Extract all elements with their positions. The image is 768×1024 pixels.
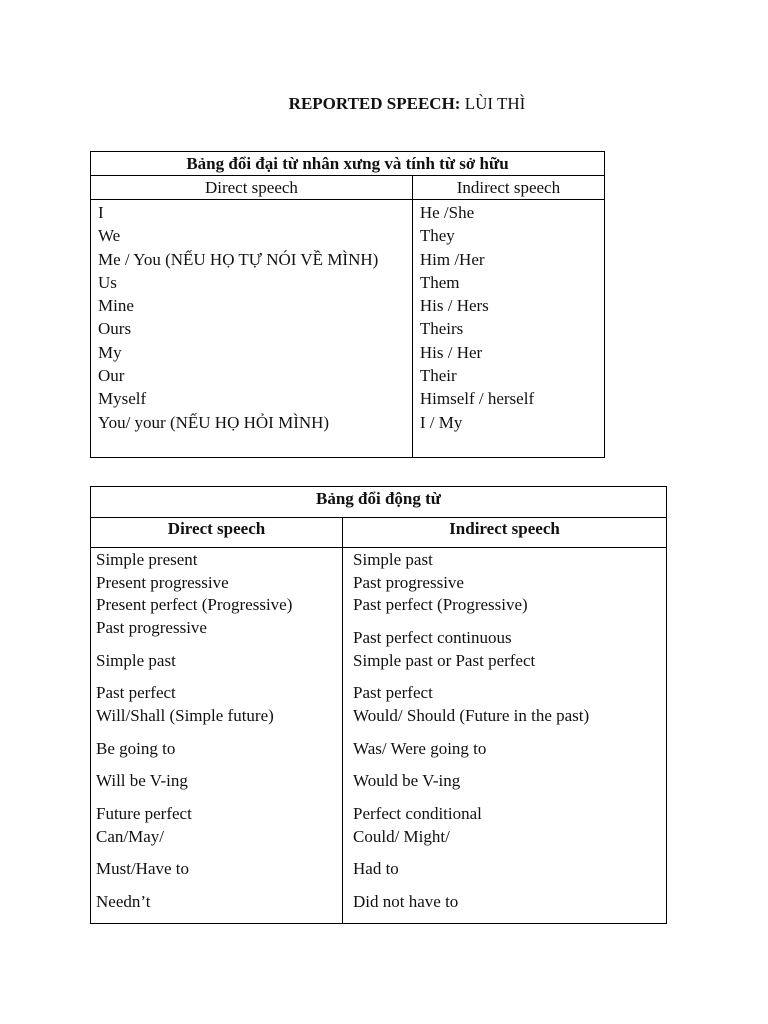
list-item: Mine [98, 296, 134, 316]
list-item: Would/ Should (Future in the past) [353, 706, 590, 725]
list-item: Simple past [96, 651, 176, 670]
list-item: Future perfect [96, 804, 192, 823]
list-item: I [98, 203, 104, 222]
list-item: He /She [419, 203, 475, 222]
verb-table-caption: Bảng đổi động từ [91, 487, 667, 518]
list-item: Had to [353, 859, 399, 878]
list-item: Simple present [96, 550, 198, 569]
list-item: Us [98, 272, 117, 292]
list-item: Him /Her [419, 249, 485, 269]
pronoun-table-caption: Bảng đổi đại từ nhân xưng và tính từ sở hữu [91, 152, 605, 176]
list-item: My [98, 342, 122, 362]
list-item: Past progressive [96, 618, 207, 637]
pronoun-header-indirect: Indirect speech [412, 176, 604, 200]
list-item: Will be V-ing [96, 771, 188, 790]
list-item: You/ your (NẾU HỌ HỎI MÌNH) [98, 412, 330, 432]
list-item: Ours [98, 319, 132, 339]
list-item: Past perfect continuous [353, 628, 512, 647]
list-item: Their [419, 366, 457, 386]
title-bold: REPORTED SPEECH: [288, 94, 461, 113]
list-item: Needn’t [96, 892, 151, 911]
list-item: Me / You (NẾU HỌ TỰ NÓI VỀ MÌNH) [98, 249, 379, 269]
list-item: Present progressive [96, 573, 229, 592]
list-item: Theirs [419, 319, 464, 339]
list-item: Past perfect [353, 683, 433, 702]
list-item: Past perfect [96, 683, 176, 702]
list-item: Can/May/ [96, 827, 164, 846]
list-item: Could/ Might/ [353, 827, 450, 846]
pronoun-direct-list [91, 200, 413, 458]
list-item: Present perfect (Progressive) [96, 595, 293, 614]
list-item: We [98, 226, 121, 246]
list-item: Simple past [353, 550, 433, 569]
list-item: Past perfect (Progressive) [353, 595, 528, 614]
pronoun-table [90, 151, 605, 458]
list-item: Perfect conditional [353, 804, 482, 823]
list-item: Our [98, 366, 125, 386]
verb-direct-list [91, 548, 343, 924]
list-item: Will/Shall (Simple future) [96, 706, 274, 725]
title-rest: LÙI THÌ [460, 94, 526, 113]
list-item: Be going to [96, 739, 176, 758]
list-item: Past progressive [353, 573, 464, 592]
list-item: Simple past or Past perfect [353, 651, 536, 670]
list-item: Did not have to [353, 892, 459, 911]
list-item: Myself [98, 389, 147, 409]
verb-table [90, 486, 667, 924]
list-item: His / Hers [419, 296, 489, 316]
list-item: I / My [419, 412, 463, 432]
list-item: Must/Have to [96, 859, 190, 878]
list-item: Would be V-ing [353, 771, 461, 790]
verb-indirect-list [343, 548, 667, 924]
list-item: Was/ Were going to [353, 739, 487, 758]
list-item: His / Her [419, 342, 483, 362]
page-title [0, 92, 768, 116]
verb-header-direct: Direct speech [91, 518, 343, 548]
list-item: They [419, 226, 455, 246]
pronoun-header-direct: Direct speech [91, 176, 413, 200]
list-item: Himself / herself [419, 389, 535, 409]
list-item: Them [419, 272, 460, 292]
pronoun-indirect-list [412, 200, 604, 458]
verb-header-indirect: Indirect speech [343, 518, 667, 548]
